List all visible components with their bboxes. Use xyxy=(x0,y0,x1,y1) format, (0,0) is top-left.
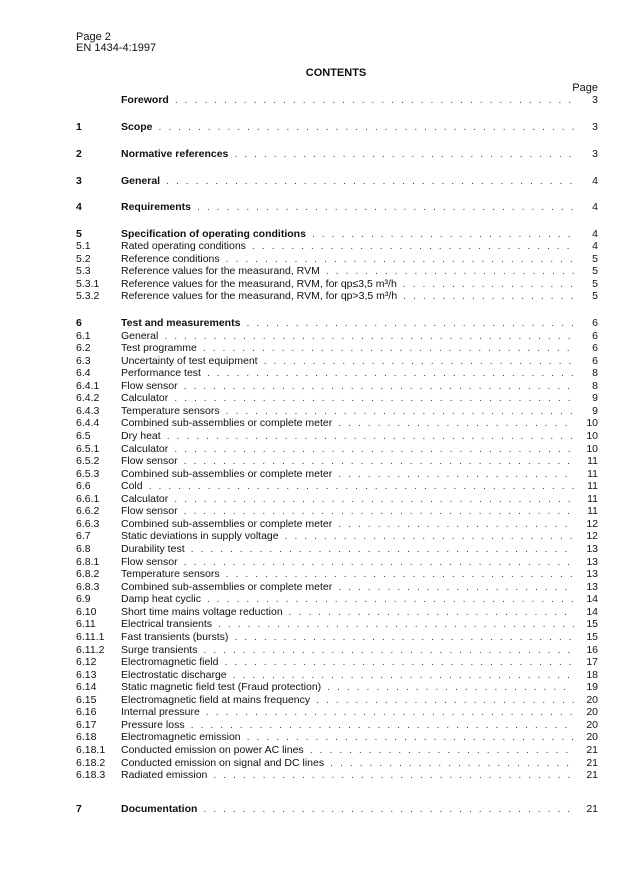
toc-entry-title: Combined sub-assemblies or complete meter xyxy=(121,518,333,530)
dot-leader xyxy=(206,706,574,719)
toc-entry-page: 4 xyxy=(592,201,598,213)
toc-entry-title: Flow sensor xyxy=(121,455,178,467)
toc-entry-page: 19 xyxy=(586,681,598,693)
toc-entry-number: 6.18 xyxy=(76,731,97,743)
toc-entry-title: Flow sensor xyxy=(121,556,178,568)
toc-entry-title: Calculator xyxy=(121,493,169,505)
toc-entry-number: 6.10 xyxy=(76,606,97,618)
toc-entry-number: 6.13 xyxy=(76,669,97,681)
toc-entry xyxy=(76,803,598,816)
toc-entry-page: 21 xyxy=(586,769,598,781)
toc-entry-page: 6 xyxy=(592,330,598,342)
toc-entry-number: 6.4.1 xyxy=(76,380,100,392)
toc-entry-number: 6.11 xyxy=(76,618,96,630)
toc-entry-title: Static magnetic field test (Fraud protection) xyxy=(121,681,322,693)
toc-entry xyxy=(76,201,598,214)
toc-entry-page: 5 xyxy=(592,253,598,265)
dot-leader xyxy=(224,656,574,669)
toc-entry-title: Electromagnetic field xyxy=(121,656,219,668)
toc-entry-number: 6.5.1 xyxy=(76,443,100,455)
toc-entry-number: 3 xyxy=(76,175,82,187)
toc-entry-number: 6.11.2 xyxy=(76,644,105,656)
toc-entry-page: 15 xyxy=(586,631,598,643)
toc-entry xyxy=(76,417,598,430)
dot-leader xyxy=(207,593,574,606)
toc-entry-number: 5.2 xyxy=(76,253,91,265)
toc-entry-title: Specification of operating conditions xyxy=(121,228,306,240)
toc-entry xyxy=(76,121,598,134)
toc-entry xyxy=(76,631,598,644)
toc-entry-number: 6.4.3 xyxy=(76,405,100,417)
dot-leader xyxy=(234,148,574,161)
toc-entry-number: 6.9 xyxy=(76,593,91,605)
toc-entry-page: 4 xyxy=(592,228,598,240)
toc-entry-page: 10 xyxy=(586,443,598,455)
dot-leader xyxy=(326,265,574,278)
toc-entry-number: 6.2 xyxy=(76,342,91,354)
toc-entry-page: 6 xyxy=(592,342,598,354)
toc-entry-number: 6.8.1 xyxy=(76,556,100,568)
toc-entry-page: 17 xyxy=(586,656,598,668)
toc-entry-page: 9 xyxy=(592,392,598,404)
toc-entry-title: Uncertainty of test equipment xyxy=(121,355,258,367)
toc-entry-page: 5 xyxy=(592,290,598,302)
toc-entry-title: Electromagnetic field at mains frequency xyxy=(121,694,311,706)
toc-entry-title: Reference conditions xyxy=(121,253,220,265)
toc-entry-number: 6.4 xyxy=(76,367,91,379)
toc-entry-page: 4 xyxy=(592,175,598,187)
dot-leader xyxy=(175,94,574,107)
dot-leader xyxy=(285,530,574,543)
toc-entry-title: Performance test xyxy=(121,367,201,379)
dot-leader xyxy=(252,240,574,253)
dot-leader xyxy=(184,505,574,518)
toc-entry xyxy=(76,367,598,380)
toc-entry-number: 6.4.2 xyxy=(76,392,100,404)
toc-entry-page: 3 xyxy=(592,148,598,160)
dot-leader xyxy=(246,317,574,330)
toc-entry-number: 6.8.3 xyxy=(76,581,100,593)
toc-entry-title: Temperature sensors xyxy=(121,568,220,580)
toc-entry-title: Internal pressure xyxy=(121,706,200,718)
page-number-label: Page 2 xyxy=(76,31,111,43)
toc-entry xyxy=(76,568,598,581)
toc-entry-page: 8 xyxy=(592,367,598,379)
dot-leader xyxy=(327,681,574,694)
toc-entry-number: 6.8.2 xyxy=(76,568,100,580)
toc-entry xyxy=(76,94,598,107)
toc-entry-title: Electromagnetic emission xyxy=(121,731,241,743)
toc-entry-number: 6.12 xyxy=(76,656,97,668)
dot-leader xyxy=(207,367,574,380)
toc-entry-page: 10 xyxy=(586,417,598,429)
toc-entry-number: 5.3.2 xyxy=(76,290,100,302)
toc-entry xyxy=(76,148,598,161)
toc-entry xyxy=(76,593,598,606)
toc-entry-number: 4 xyxy=(76,201,82,213)
dot-leader xyxy=(166,175,574,188)
dot-leader xyxy=(197,201,574,214)
toc-entry-page: 21 xyxy=(586,803,598,815)
toc-entry-page: 5 xyxy=(592,278,598,290)
dot-leader xyxy=(191,543,574,556)
toc-entry-number: 6.17 xyxy=(76,719,97,731)
toc-entry xyxy=(76,342,598,355)
toc-entry-page: 14 xyxy=(586,593,598,605)
toc-entry-title: General xyxy=(121,330,159,342)
toc-entry xyxy=(76,618,598,631)
toc-entry xyxy=(76,656,598,669)
toc-entry-title: Damp heat cyclic xyxy=(121,593,201,605)
toc-entry-number: 7 xyxy=(76,803,82,815)
toc-entry-page: 21 xyxy=(586,757,598,769)
toc-entry-number: 2 xyxy=(76,148,82,160)
toc-entry-number: 6.18.1 xyxy=(76,744,106,756)
toc-entry xyxy=(76,505,598,518)
toc-entry xyxy=(76,706,598,719)
dot-leader xyxy=(234,631,574,644)
toc-entry-title: Surge transients xyxy=(121,644,198,656)
toc-entry-page: 13 xyxy=(586,581,598,593)
toc-entry-number: 6.14 xyxy=(76,681,97,693)
toc-entry-title: Reference values for the measurand, RVM, for qp≤3,5 m³/h xyxy=(121,278,397,290)
toc-entry-title: Reference values for the measurand, RVM xyxy=(121,265,320,277)
toc-entry-title: Combined sub-assemblies or complete meter xyxy=(121,581,333,593)
toc-entry-page: 3 xyxy=(592,94,598,106)
dot-leader xyxy=(149,480,574,493)
dot-leader xyxy=(218,618,574,631)
toc-entry xyxy=(76,731,598,744)
toc-entry-number: 6.1 xyxy=(76,330,91,342)
toc-entry-number: 5.1 xyxy=(76,240,91,252)
toc-entry-page: 11 xyxy=(587,480,598,492)
toc-entry-title: Reference values for the measurand, RVM, for qp>3,5 m³/h xyxy=(121,290,398,302)
toc-entry-number: 6.6 xyxy=(76,480,91,492)
toc-entry-title: Combined sub-assemblies or complete meter xyxy=(121,417,333,429)
dot-leader xyxy=(247,731,574,744)
toc-entry-number: 6.5.2 xyxy=(76,455,100,467)
dot-leader xyxy=(213,769,574,782)
toc-entry-title: Fast transients (bursts) xyxy=(121,631,229,643)
toc-entry-number: 5.3.1 xyxy=(76,278,100,290)
page-column-header: Page xyxy=(572,82,598,94)
toc-entry-page: 11 xyxy=(587,455,598,467)
toc-entry-title: Short time mains voltage reduction xyxy=(121,606,283,618)
toc-entry xyxy=(76,480,598,493)
toc-entry-page: 13 xyxy=(586,543,598,555)
toc-entry-number: 6.18.2 xyxy=(76,757,106,769)
dot-leader xyxy=(310,744,574,757)
toc-entry xyxy=(76,265,598,278)
toc-entry-title: Flow sensor xyxy=(121,505,178,517)
toc-entry xyxy=(76,290,598,303)
toc-entry-page: 13 xyxy=(586,568,598,580)
toc-entry-page: 12 xyxy=(586,530,598,542)
toc-entry-number: 6.6.1 xyxy=(76,493,100,505)
toc-entry-title: Scope xyxy=(121,121,153,133)
toc-entry-title: Pressure loss xyxy=(121,719,185,731)
toc-entry-number: 5 xyxy=(76,228,82,240)
dot-leader xyxy=(203,803,574,816)
toc-entry xyxy=(76,175,598,188)
toc-entry xyxy=(76,240,598,253)
toc-entry-title: Combined sub-assemblies or complete meter xyxy=(121,468,333,480)
toc-entry-title: Durability test xyxy=(121,543,185,555)
toc-entry-title: Rated operating conditions xyxy=(121,240,246,252)
toc-entry xyxy=(76,769,598,782)
toc-entry-number: 6 xyxy=(76,317,82,329)
toc-entry-number: 6.5.3 xyxy=(76,468,100,480)
dot-leader xyxy=(174,392,574,405)
toc-entry-page: 4 xyxy=(592,240,598,252)
toc-entry-number: 6.8 xyxy=(76,543,91,555)
toc-entry-page: 11 xyxy=(587,468,598,480)
toc-entry-title: Flow sensor xyxy=(121,380,178,392)
dot-leader xyxy=(338,417,574,430)
toc-entry-page: 5 xyxy=(592,265,598,277)
toc-entry-page: 12 xyxy=(586,518,598,530)
toc-entry-page: 16 xyxy=(586,644,598,656)
dot-leader xyxy=(203,342,574,355)
toc-entry-title: Radiated emission xyxy=(121,769,208,781)
standard-reference: EN 1434-4:1997 xyxy=(76,42,157,54)
dot-leader xyxy=(184,455,574,468)
toc-entry-title: General xyxy=(121,175,161,187)
toc-entry-number: 6.7 xyxy=(76,530,91,542)
toc-entry-page: 11 xyxy=(587,493,598,505)
toc-entry-page: 6 xyxy=(592,355,598,367)
toc-entry xyxy=(76,455,598,468)
toc-entry-page: 20 xyxy=(586,694,598,706)
toc-entry-number: 6.6.2 xyxy=(76,505,100,517)
toc-entry-page: 18 xyxy=(586,669,598,681)
toc-entry-title: Normative references xyxy=(121,148,229,160)
toc-entry-title: Conducted emission on signal and DC lines xyxy=(121,757,325,769)
toc-entry-number: 6.6.3 xyxy=(76,518,100,530)
toc-entry-page: 13 xyxy=(586,556,598,568)
toc-entry-title: Calculator xyxy=(121,392,169,404)
toc-entry-title: Electrostatic discharge xyxy=(121,669,227,681)
toc-entry-page: 20 xyxy=(586,731,598,743)
toc-entry-title: Conducted emission on power AC lines xyxy=(121,744,304,756)
toc-entry-title: Calculator xyxy=(121,443,169,455)
toc-entry-page: 9 xyxy=(592,405,598,417)
toc-entry-title: Foreword xyxy=(121,94,169,106)
toc-entry-number: 1 xyxy=(76,121,82,133)
toc-entry xyxy=(76,317,598,330)
toc-entry xyxy=(76,681,598,694)
toc-entry-number: 6.18.3 xyxy=(76,769,106,781)
dot-leader xyxy=(403,290,574,303)
toc-entry-title: Requirements xyxy=(121,201,192,213)
toc-entry-title: Dry heat xyxy=(121,430,161,442)
dot-leader xyxy=(226,568,574,581)
toc-entry xyxy=(76,744,598,757)
toc-entry-number: 6.3 xyxy=(76,355,91,367)
toc-entry-title: Temperature sensors xyxy=(121,405,220,417)
toc-entry xyxy=(76,392,598,405)
toc-entry xyxy=(76,543,598,556)
dot-leader xyxy=(159,121,574,134)
toc-entry-page: 21 xyxy=(586,744,598,756)
contents-title: CONTENTS xyxy=(305,67,367,79)
toc-entry-page: 14 xyxy=(586,606,598,618)
toc-entry xyxy=(76,430,598,443)
toc-entry-number: 6.11.1 xyxy=(76,631,105,643)
toc-entry-number: 5.3 xyxy=(76,265,91,277)
toc-entry-title: Documentation xyxy=(121,803,198,815)
toc-entry-page: 8 xyxy=(592,380,598,392)
toc-entry-title: Test and measurements xyxy=(121,317,241,329)
toc-entry-title: Electrical transients xyxy=(121,618,213,630)
toc-entry-title: Test programme xyxy=(121,342,197,354)
toc-entry xyxy=(76,530,598,543)
toc-entry-page: 10 xyxy=(586,430,598,442)
toc-entry-page: 15 xyxy=(586,618,598,630)
toc-entry-number: 6.5 xyxy=(76,430,91,442)
dot-leader xyxy=(167,430,574,443)
toc-entry-page: 6 xyxy=(592,317,598,329)
toc-entry-number: 6.4.4 xyxy=(76,417,100,429)
toc-entry-title: Cold xyxy=(121,480,143,492)
toc-entry-number: 6.15 xyxy=(76,694,97,706)
toc-entry-page: 3 xyxy=(592,121,598,133)
toc-entry-page: 11 xyxy=(587,505,598,517)
toc-entry-page: 20 xyxy=(586,706,598,718)
toc-entry-number: 6.16 xyxy=(76,706,97,718)
toc-entry-title: Static deviations in supply voltage xyxy=(121,530,279,542)
toc-entry-page: 20 xyxy=(586,719,598,731)
